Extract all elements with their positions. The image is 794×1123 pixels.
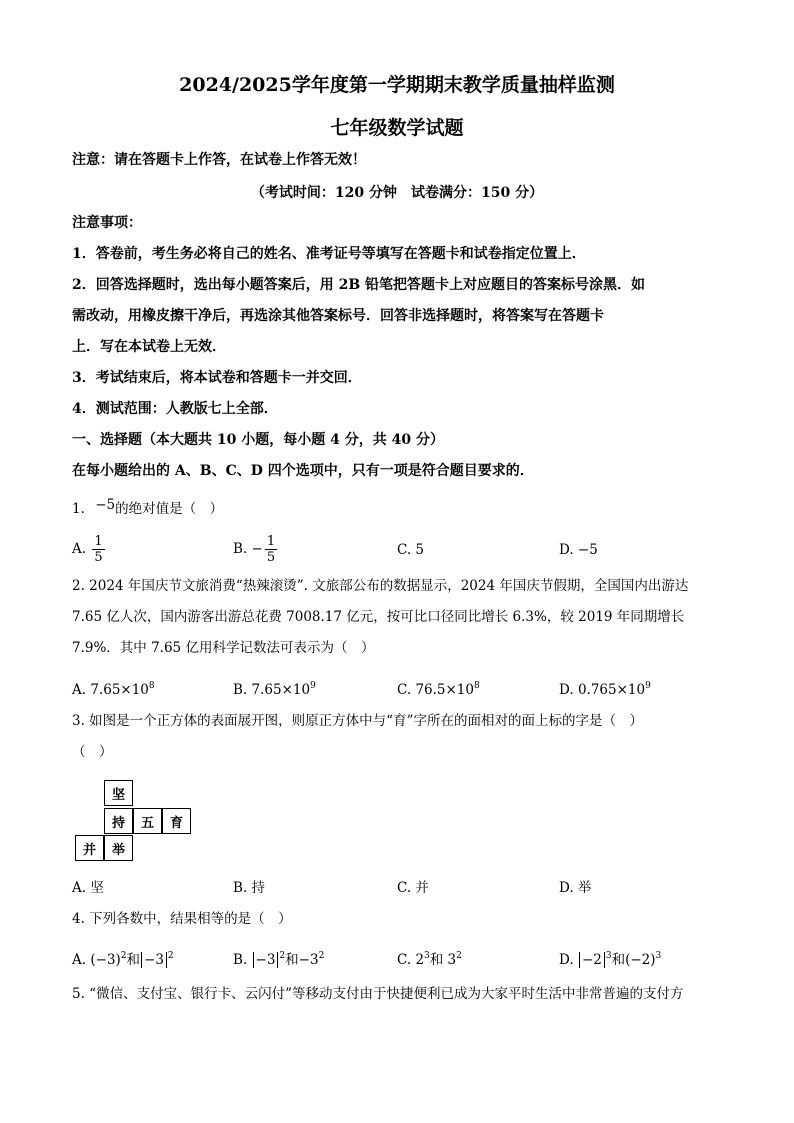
option-label: C. <box>397 682 412 698</box>
fraction <box>92 534 104 565</box>
denominator: 5 <box>266 550 276 565</box>
section-instruction: 在每小题给出的 A、B、C、D 四个选项中，只有一项是符合题目要求的． <box>72 463 534 479</box>
q2-option-c <box>397 677 480 699</box>
option-label: B. <box>233 682 248 698</box>
question-2-line-1: 2. 2024 年国庆节文旅消费“热辣滚烫”. 文旅部公布的数据显示，2024 年国庆节假期，全国国内出游达 <box>72 578 689 594</box>
question-text: 的绝对值是（ ） <box>115 501 224 517</box>
exam-subtitle: 七年级数学试题 <box>330 117 464 139</box>
exponent: 3 <box>655 951 662 961</box>
q4-option-c <box>397 947 462 969</box>
denominator: 5 <box>94 550 103 565</box>
option-label: D. <box>559 682 574 698</box>
q3-option-b: B. 持 <box>233 880 266 896</box>
cube-net-figure <box>72 778 192 862</box>
exam-title: 2024/2025学年度第一学期期末教学质量抽样监测 <box>179 74 615 96</box>
math-base: 2 <box>415 952 425 968</box>
exponent: 8 <box>148 681 155 691</box>
option-label: A. <box>72 541 87 557</box>
net-cell-wu: 五 <box>133 808 162 834</box>
exponent: 2 <box>279 951 286 961</box>
q1-option-c: C. 5 <box>397 542 425 558</box>
q2-option-d <box>559 677 651 699</box>
note-2-line-1: 2．回答选择题时，选出每小题答案后，用 2B 铅笔把答题卡上对应题目的答案标号涂黑．如 <box>72 277 646 293</box>
option-label: B. <box>233 541 248 557</box>
net-cell-chi: 持 <box>104 808 133 834</box>
note-2-line-3: 上．写在本试卷上无效． <box>72 339 226 355</box>
math-connector: 和 <box>611 952 626 968</box>
question-5-line-1: 5. “微信、支付宝、银行卡、云闪付”等移动支付由于快捷便利已成为大家平时生活中非常普遍的支付方 <box>72 986 684 1002</box>
math-connector: 和 <box>126 952 141 968</box>
exponent: 3 <box>605 951 612 961</box>
exponent: 2 <box>120 951 127 961</box>
question-3-line-1: 3. 如图是一个正方体的表面展开图，则原正方体中与“育”字所在的面相对的面上标的字是（ ） <box>72 713 643 729</box>
warning-text: 注意：请在答题卡上作答，在试卷上作答无效！ <box>72 152 366 168</box>
net-cell-ju: 举 <box>104 835 133 861</box>
q1-option-d: D. −5 <box>559 542 598 558</box>
absolute-value: −2 <box>579 952 605 968</box>
q3-option-a: A. 坚 <box>72 880 104 896</box>
q3-option-c: C. 并 <box>397 880 429 896</box>
notes-heading: 注意事项： <box>72 215 142 231</box>
exponent: 9 <box>645 681 651 691</box>
numerator: 1 <box>94 534 103 549</box>
question-1-stem <box>72 497 224 518</box>
net-cell-jian: 坚 <box>104 780 133 806</box>
fraction <box>265 534 277 565</box>
net-cell-yu: 育 <box>162 808 191 834</box>
question-2-line-2: 7.65 亿人次，国内游客出游总花费 7008.17 亿元，按可比口径同比增长 6.3%，较 2019 年同期增长 <box>72 609 685 625</box>
q3-option-d: D. 举 <box>559 880 592 896</box>
math-expression: −5 <box>95 497 116 513</box>
exponent: 9 <box>310 681 316 691</box>
note-2-line-2: 需改动，用橡皮擦干净后，再选涂其他答案标号．回答非选择题时，将答案写在答题卡 <box>72 308 604 324</box>
option-label: A. <box>72 952 87 968</box>
note-3: 3．考试结束后，将本试卷和答题卡一并交回． <box>72 370 362 386</box>
question-4-stem: 4. 下列各数中，结果相等的是（ ） <box>72 911 292 927</box>
exponent: 2 <box>456 951 462 961</box>
q1-option-b <box>233 534 279 565</box>
q2-option-b <box>233 677 316 699</box>
question-2-line-3: 7.9%．其中 7.65 亿用科学记数法可表示为（ ） <box>72 640 375 656</box>
math-connector: 和−3 <box>285 952 319 968</box>
absolute-value: −3 <box>253 952 279 968</box>
exponent: 2 <box>167 951 174 961</box>
exponent: 3 <box>424 951 430 961</box>
q1-option-a <box>72 534 107 565</box>
option-label: C. <box>397 952 412 968</box>
exponent: 8 <box>474 681 480 691</box>
math-connector: 和 3 <box>429 952 457 968</box>
q4-option-a <box>72 947 174 969</box>
net-cell-bing: 并 <box>75 835 104 861</box>
option-label: D. <box>559 952 574 968</box>
math-base: (−2) <box>625 952 656 968</box>
section-heading: 一、选择题（本大题共 10 小题，每小题 4 分，共 40 分） <box>72 432 444 448</box>
q2-option-a <box>72 677 155 699</box>
option-label: B. <box>233 952 248 968</box>
exponent: 2 <box>318 951 325 961</box>
math-base: 0.765×10 <box>577 682 646 698</box>
minus-sign: − <box>251 541 263 557</box>
question-3-line-2: （ ） <box>72 744 113 760</box>
exam-info: （考试时间：120 分钟 试卷满分：150 分） <box>250 185 544 201</box>
note-1: 1．答卷前，考生务必将自己的姓名、准考证号等填写在答题卡和试卷指定位置上． <box>72 246 586 262</box>
math-base: 76.5×10 <box>415 682 474 698</box>
math-base: 7.65×10 <box>251 682 311 698</box>
q4-option-b <box>233 947 324 969</box>
math-base: 7.65×10 <box>90 682 149 698</box>
q4-option-d <box>559 947 661 969</box>
absolute-value: −3 <box>141 952 167 968</box>
option-label: A. <box>72 682 87 698</box>
math-base: (−3) <box>90 952 121 968</box>
numerator: 1 <box>266 534 276 549</box>
question-number: 1. <box>72 501 85 517</box>
note-4: 4．测试范围：人教版七上全部． <box>72 401 278 417</box>
